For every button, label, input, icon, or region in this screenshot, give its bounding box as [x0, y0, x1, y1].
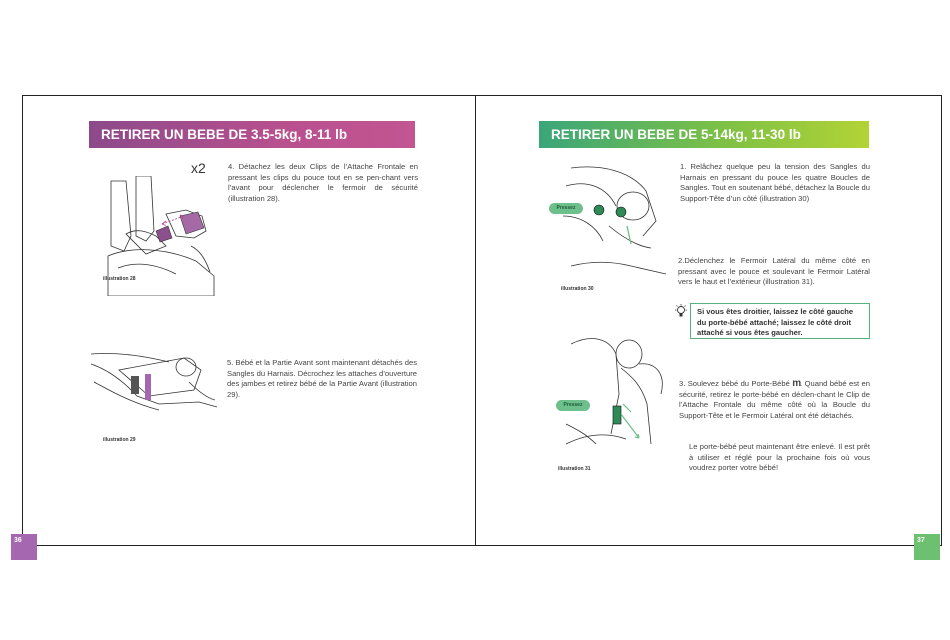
brand-logo-m: m [792, 378, 801, 389]
caption-illustration-30: illustration 30 [561, 286, 594, 292]
illustration-30 [561, 166, 671, 281]
clip-left-shape [156, 226, 172, 242]
right-page [475, 95, 942, 546]
page-number-left: 36 [11, 534, 37, 560]
caption-illustration-28: illustration 28 [103, 276, 136, 282]
tip-box [690, 303, 870, 339]
left-page-title: RETIRER UN BEBE DE 3.5-5kg, 8-11 lb [89, 121, 415, 148]
illustration-29 [89, 352, 219, 412]
side-clip-green [613, 406, 621, 424]
step-2-text: 2.Déclenchez le Fermoir Latéral du même côté en pressant avec le pouce et soulevant le Fermoir Latéral vers le haut et l’extérieur (illustration 31). [678, 256, 870, 287]
left-page [14, 95, 476, 546]
step-1-text: 1. Relâchez quelque peu la tension des Sangles du Harnais en pressant du pouce les quatre Boucles de Sangles. Tout en soutenant bébé, détachez la Boucle du Support-Tête d’un côté (illustration 30) [680, 162, 870, 203]
tip-text: Si vous êtes droitier, laissez le côté gauche du porte-bébé attaché; laissez le côté droit attaché si vous êtes gaucher. [697, 307, 854, 337]
strap-purple-shape [145, 374, 151, 400]
step-4-text: 4. Détachez les deux Clips de l’Attache Frontale en pressant les clips du pouce tout en se pen-chant vers l’avant pour déclencher le fermoir de sécurité (illustration 28). [228, 162, 418, 203]
pressez-label-31: Pressez [556, 400, 590, 411]
buckle-green-right [616, 207, 626, 217]
caption-illustration-29: illustration 29 [103, 437, 136, 443]
page-number-right: 37 [914, 534, 940, 560]
x2-label: x2 [191, 160, 206, 176]
caption-illustration-31: illustration 31 [558, 466, 591, 472]
step-3-text: 3. Soulevez bébé du Porte-Bébé m. Quand bébé est en sécurité, retirez le porte-bébé en déclen-chant le Clip de l’Attache Frontale du même côté où la Boucle du Support-Tête et le Fermoir Latéral ont été détachés. [679, 378, 870, 420]
step-5-text: 5. Bébé et la Partie Avant sont maintenant détachés des Sangles du Harnais. Décrochez les attaches d’ouverture des jambes et retirez bébé de la Partie Avant (illustration 29). [227, 358, 417, 399]
right-page-title: RETIRER UN BEBE DE 5-14kg, 11-30 lb [539, 121, 869, 148]
step-3-note: Le porte-bébé peut maintenant être enlevé. Il est prêt à utiliser et réglé pour la prochaine fois où vous voudrez porter votre bébé! [689, 442, 870, 473]
lightbulb-icon [674, 304, 688, 320]
pressez-label-30: Pressez [549, 203, 583, 214]
buckle-green-left [594, 205, 604, 215]
